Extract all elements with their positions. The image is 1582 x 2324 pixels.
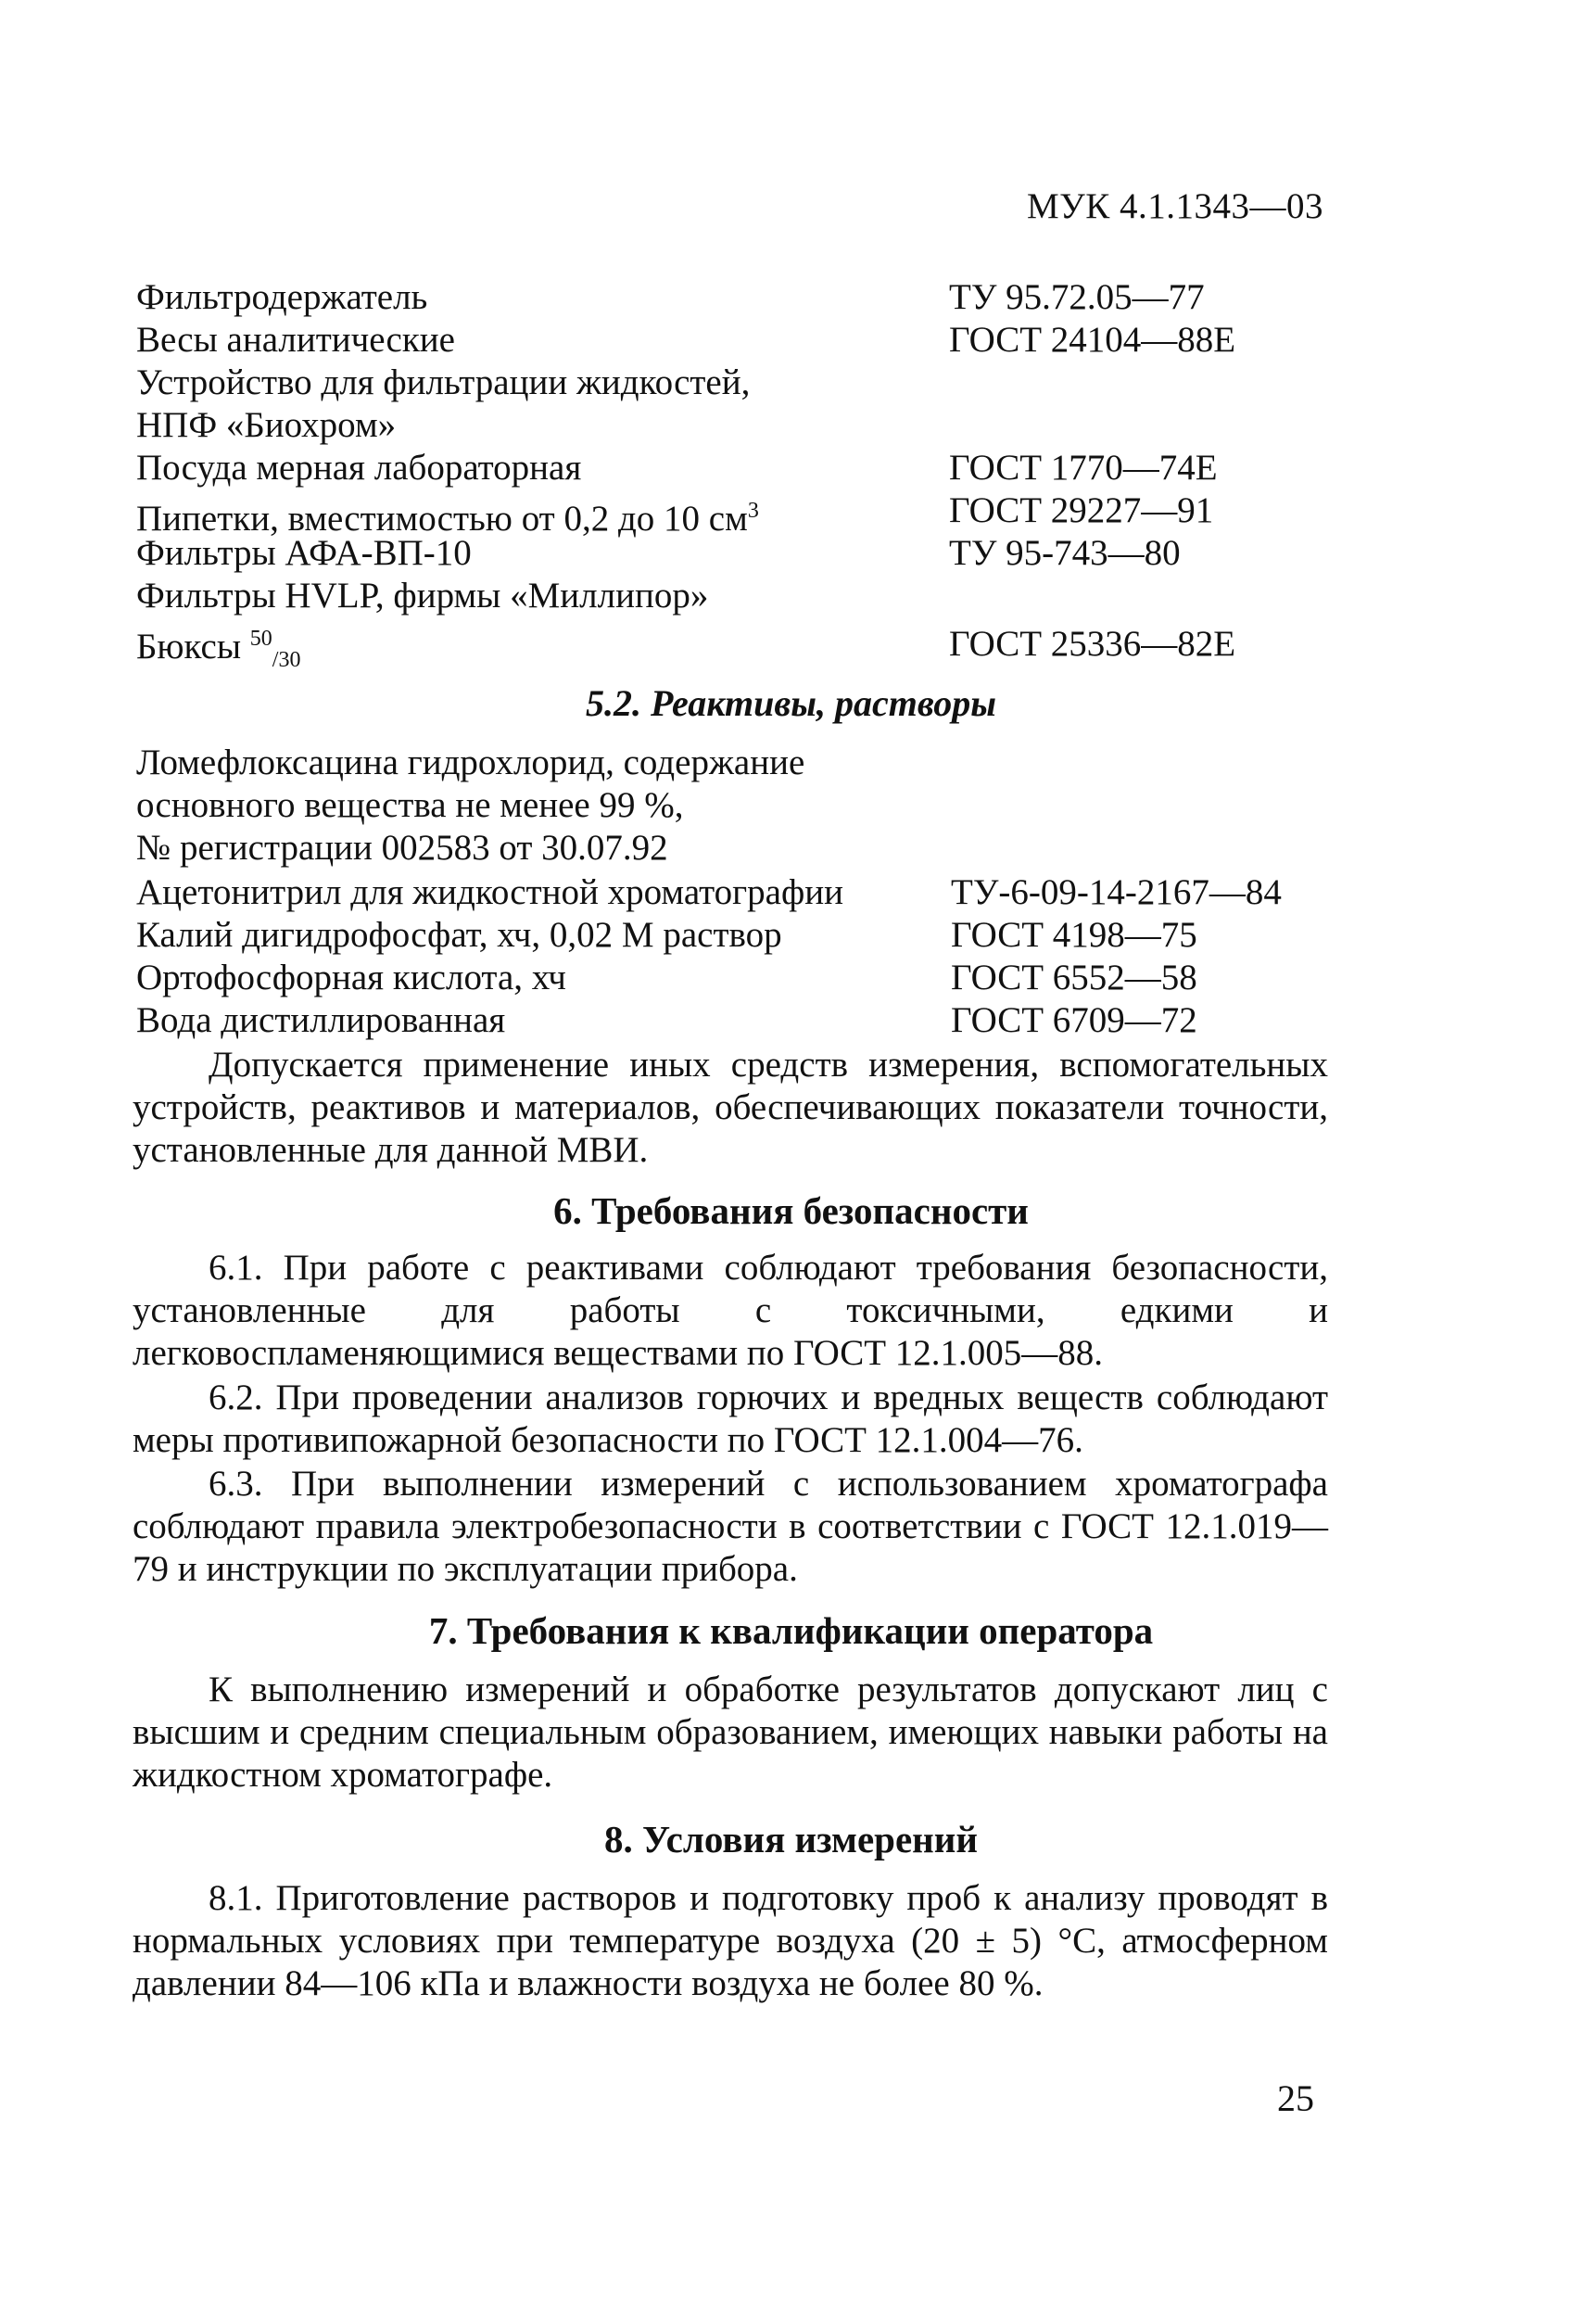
equipment-name: Весы аналитические (136, 320, 455, 360)
reagent-standard: ГОСТ 6709—72 (951, 1000, 1197, 1040)
equipment-name: Фильтры АФА-ВП-10 (136, 533, 472, 573)
superscript: 50 (249, 627, 272, 651)
equipment-standard: ГОСТ 1770—74Е (949, 448, 1218, 488)
equipment-standard: ГОСТ 29227—91 (949, 490, 1214, 530)
subscript: /30 (272, 647, 301, 672)
reagent-name: № регистрации 002583 от 30.07.92 (136, 828, 668, 868)
reagent-standard: ГОСТ 6552—58 (951, 958, 1197, 997)
document-code: МУК 4.1.1343—03 (1027, 186, 1324, 226)
reagent-name: Ортофосфорная кислота, хч (136, 958, 566, 997)
reagent-name: Вода дистиллированная (136, 1000, 506, 1040)
page-number: 25 (1277, 2077, 1314, 2119)
reagent-name: основного вещества не менее 99 %, (136, 785, 684, 825)
equipment-name-with-fraction (136, 617, 300, 681)
section-8-paragraph-1: 8.1. Приготовление растворов и подготовку проб к анализу проводят в нормальных условиях при температуре воздуха (20 ± 5) °С, атмосферном давлении 84—106 кПа и влажности воздуха не более 80 %. (133, 1878, 1328, 2003)
reagent-name: Ацетонитрил для жидкостной хроматографии (136, 872, 843, 912)
equipment-name: Устройство для фильтрации жидкостей, (136, 362, 751, 402)
section-7-paragraph-1: К выполнению измерений и обработке результатов допускают лиц с высшим и средним специальным образованием, имеющих навыки работы на жидкостном хроматографе. (133, 1670, 1328, 1795)
section-6-paragraph-2: 6.2. При проведении анализов горючих и вредных веществ соблюдают меры противипожарной безопасности по ГОСТ 12.1.004—76. (133, 1378, 1328, 1460)
section-5-2-title: 5.2. Реактивы, растворы (586, 682, 996, 724)
equipment-name: НПФ «Биохром» (136, 405, 397, 445)
equipment-standard: ТУ 95.72.05—77 (949, 277, 1205, 317)
reagent-standard: ТУ-6-09-14-2167—84 (951, 872, 1282, 912)
superscript: 3 (747, 499, 759, 523)
equipment-name: Фильтродержатель (136, 277, 428, 317)
reagent-name: Ломефлоксацина гидрохлорид, содержание (136, 743, 805, 782)
section-7-title: 7. Требования к квалификации оператора (428, 1609, 1154, 1652)
reagents-note: Допускается применение иных средств измерения, вспомогательных устройств, реактивов и материалов, обеспечивающих показатели точности, установленные для данной МВИ. (133, 1045, 1328, 1170)
equipment-name: Бюксы (136, 627, 250, 667)
equipment-standard: ГОСТ 24104—88Е (949, 320, 1236, 360)
equipment-standard: ТУ 95-743—80 (949, 533, 1181, 573)
equipment-name: Фильтры HVLP, фирмы «Миллипор» (136, 576, 709, 616)
section-6-title: 6. Требования безопасности (553, 1189, 1029, 1232)
equipment-standard: ГОСТ 25336—82Е (949, 624, 1236, 664)
section-6-paragraph-3: 6.3. При выполнении измерений с использованием хроматографа соблюдают правила электробезопасности в соответствии с ГОСТ 12.1.019—79 и инструкции по эксплуатации прибора. (133, 1464, 1328, 1589)
equipment-name: Посуда мерная лабораторная (136, 448, 582, 488)
reagent-standard: ГОСТ 4198—75 (951, 915, 1197, 955)
equipment-name: Пипетки, вместимостью от 0,2 до 10 см (136, 499, 748, 539)
section-8-title: 8. Условия измерений (603, 1818, 979, 1860)
section-6-paragraph-1: 6.1. При работе с реактивами соблюдают требования безопасности, установленные для работы с токсичными, едкими и легковоспламеняющимися веществами по ГОСТ 12.1.005—88. (133, 1248, 1328, 1373)
reagent-name: Калий дигидрофосфат, хч, 0,02 М раствор (136, 915, 782, 955)
